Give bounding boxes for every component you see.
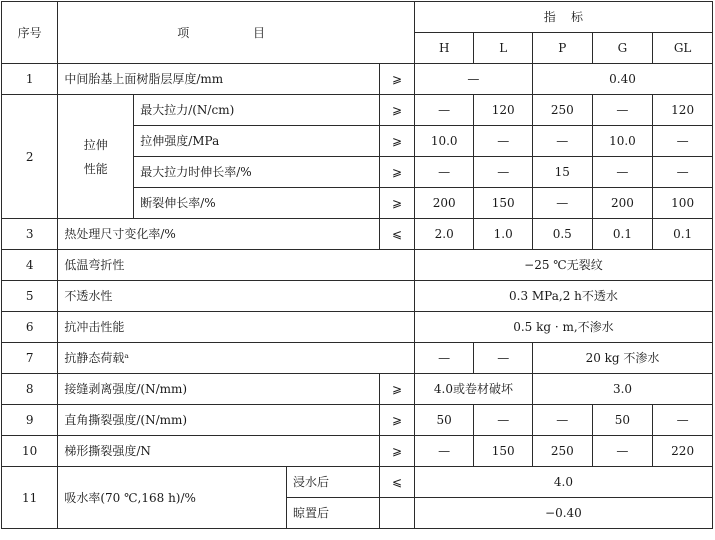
row-comparator: ⩾ — [380, 374, 415, 405]
row-item: 低温弯折性 — [58, 250, 415, 281]
row-value-h: — — [414, 343, 474, 374]
header-col-p: P — [532, 33, 592, 64]
row-value-gl: 0.1 — [653, 219, 713, 250]
row-value-pggl: 0.40 — [532, 64, 712, 95]
table-row — [2, 95, 713, 126]
row-comparator: ⩾ — [380, 405, 415, 436]
row-value-hl: 4.0或卷材破坏 — [414, 374, 532, 405]
row-value-h: 10.0 — [414, 126, 474, 157]
row-item: 热处理尺寸变化率/% — [58, 219, 380, 250]
table-row — [2, 64, 713, 95]
header-col-gl: GL — [653, 33, 713, 64]
row-value-gl: 220 — [653, 436, 713, 467]
row-value-g: 200 — [592, 188, 653, 219]
row-value-all: 0.5 kg · m,不渗水 — [414, 312, 712, 343]
row-comparator: ⩾ — [380, 95, 415, 126]
row-comparator: ⩾ — [380, 126, 415, 157]
row-comparator: ⩾ — [380, 64, 415, 95]
row-item: 拉伸强度/MPa — [134, 126, 380, 157]
row-value-all: −0.40 — [414, 498, 712, 529]
row-number: 1 — [2, 64, 58, 95]
spec-table — [1, 1, 713, 529]
table-row — [2, 405, 713, 436]
row-value-g: 10.0 — [592, 126, 653, 157]
row-value-p: — — [532, 188, 592, 219]
row-value-l: — — [474, 126, 533, 157]
row-value-gl: — — [653, 405, 713, 436]
header-item: 项 目 — [58, 2, 415, 64]
row-value-pggl: 3.0 — [532, 374, 712, 405]
row-comparator: ⩾ — [380, 188, 415, 219]
row-value-all: 0.3 MPa,2 h不透水 — [414, 281, 712, 312]
row-value-pggl: 20 kg 不渗水 — [532, 343, 712, 374]
row-number: 10 — [2, 436, 58, 467]
row-value-h: 50 — [414, 405, 474, 436]
header-col-l: L — [474, 33, 533, 64]
row-value-p: — — [532, 126, 592, 157]
row-value-p: 250 — [532, 95, 592, 126]
table-row — [2, 343, 713, 374]
row-item: 梯形撕裂强度/N — [58, 436, 380, 467]
row-item: 抗冲击性能 — [58, 312, 415, 343]
row-value-l: — — [474, 157, 533, 188]
row-value-all: −25 ℃无裂纹 — [414, 250, 712, 281]
row-subitem-dried: 晾置后 — [287, 498, 380, 529]
table-row — [2, 250, 713, 281]
row-value-l: — — [474, 405, 533, 436]
row-value-p: 0.5 — [532, 219, 592, 250]
row-value-g: — — [592, 157, 653, 188]
row-number: 2 — [2, 95, 58, 219]
row-item: 断裂伸长率/% — [134, 188, 380, 219]
row-item: 最大拉力时伸长率/% — [134, 157, 380, 188]
table-row — [2, 281, 713, 312]
row-value-gl: — — [653, 126, 713, 157]
row-comparator: ⩾ — [380, 157, 415, 188]
row-item: 中间胎基上面树脂层厚度/mm — [58, 64, 380, 95]
row-item: 吸水率(70 ℃,168 h)/% — [58, 467, 287, 529]
table-row — [2, 467, 713, 498]
row-subitem-soaked: 浸水后 — [287, 467, 380, 498]
row-value-l: — — [474, 343, 533, 374]
row-value-h: — — [414, 157, 474, 188]
row-item: 抗静态荷载ᵃ — [58, 343, 415, 374]
header-seq: 序号 — [2, 2, 58, 64]
header-col-h: H — [414, 33, 474, 64]
row-value-g: 50 — [592, 405, 653, 436]
row-value-all: 4.0 — [414, 467, 712, 498]
row-value-h: — — [414, 436, 474, 467]
row-number: 4 — [2, 250, 58, 281]
row-value-h: — — [414, 95, 474, 126]
header-indicator: 指 标 — [414, 2, 712, 33]
header-col-g: G — [592, 33, 653, 64]
row-comparator: ⩾ — [380, 436, 415, 467]
row-comparator: ⩽ — [380, 467, 415, 498]
row-comparator: ⩽ — [380, 219, 415, 250]
row-number: 5 — [2, 281, 58, 312]
row-value-g: — — [592, 436, 653, 467]
row-number: 7 — [2, 343, 58, 374]
table-row — [2, 436, 713, 467]
row-number: 6 — [2, 312, 58, 343]
row-value-h: 200 — [414, 188, 474, 219]
row-item: 直角撕裂强度/(N/mm) — [58, 405, 380, 436]
row-item: 接缝剥离强度/(N/mm) — [58, 374, 380, 405]
row-value-p: 15 — [532, 157, 592, 188]
row-value-p: — — [532, 405, 592, 436]
table-row — [2, 219, 713, 250]
row-value-l: 150 — [474, 436, 533, 467]
row-value-g: 0.1 — [592, 219, 653, 250]
row-comparator-empty — [380, 498, 415, 529]
header-row-1 — [2, 2, 713, 33]
row-value-l: 120 — [474, 95, 533, 126]
row-number: 11 — [2, 467, 58, 529]
row-value-p: 250 — [532, 436, 592, 467]
row-value-hl: — — [414, 64, 532, 95]
row-value-l: 1.0 — [474, 219, 533, 250]
row-value-gl: 120 — [653, 95, 713, 126]
row-value-g: — — [592, 95, 653, 126]
row-number: 9 — [2, 405, 58, 436]
row-value-gl: 100 — [653, 188, 713, 219]
row-category: 拉伸性能 — [58, 95, 134, 219]
row-number: 8 — [2, 374, 58, 405]
row-number: 3 — [2, 219, 58, 250]
row-value-h: 2.0 — [414, 219, 474, 250]
row-item: 不透水性 — [58, 281, 415, 312]
table-row — [2, 312, 713, 343]
row-value-l: 150 — [474, 188, 533, 219]
table-row — [2, 374, 713, 405]
row-item: 最大拉力/(N/cm) — [134, 95, 380, 126]
row-value-gl: — — [653, 157, 713, 188]
